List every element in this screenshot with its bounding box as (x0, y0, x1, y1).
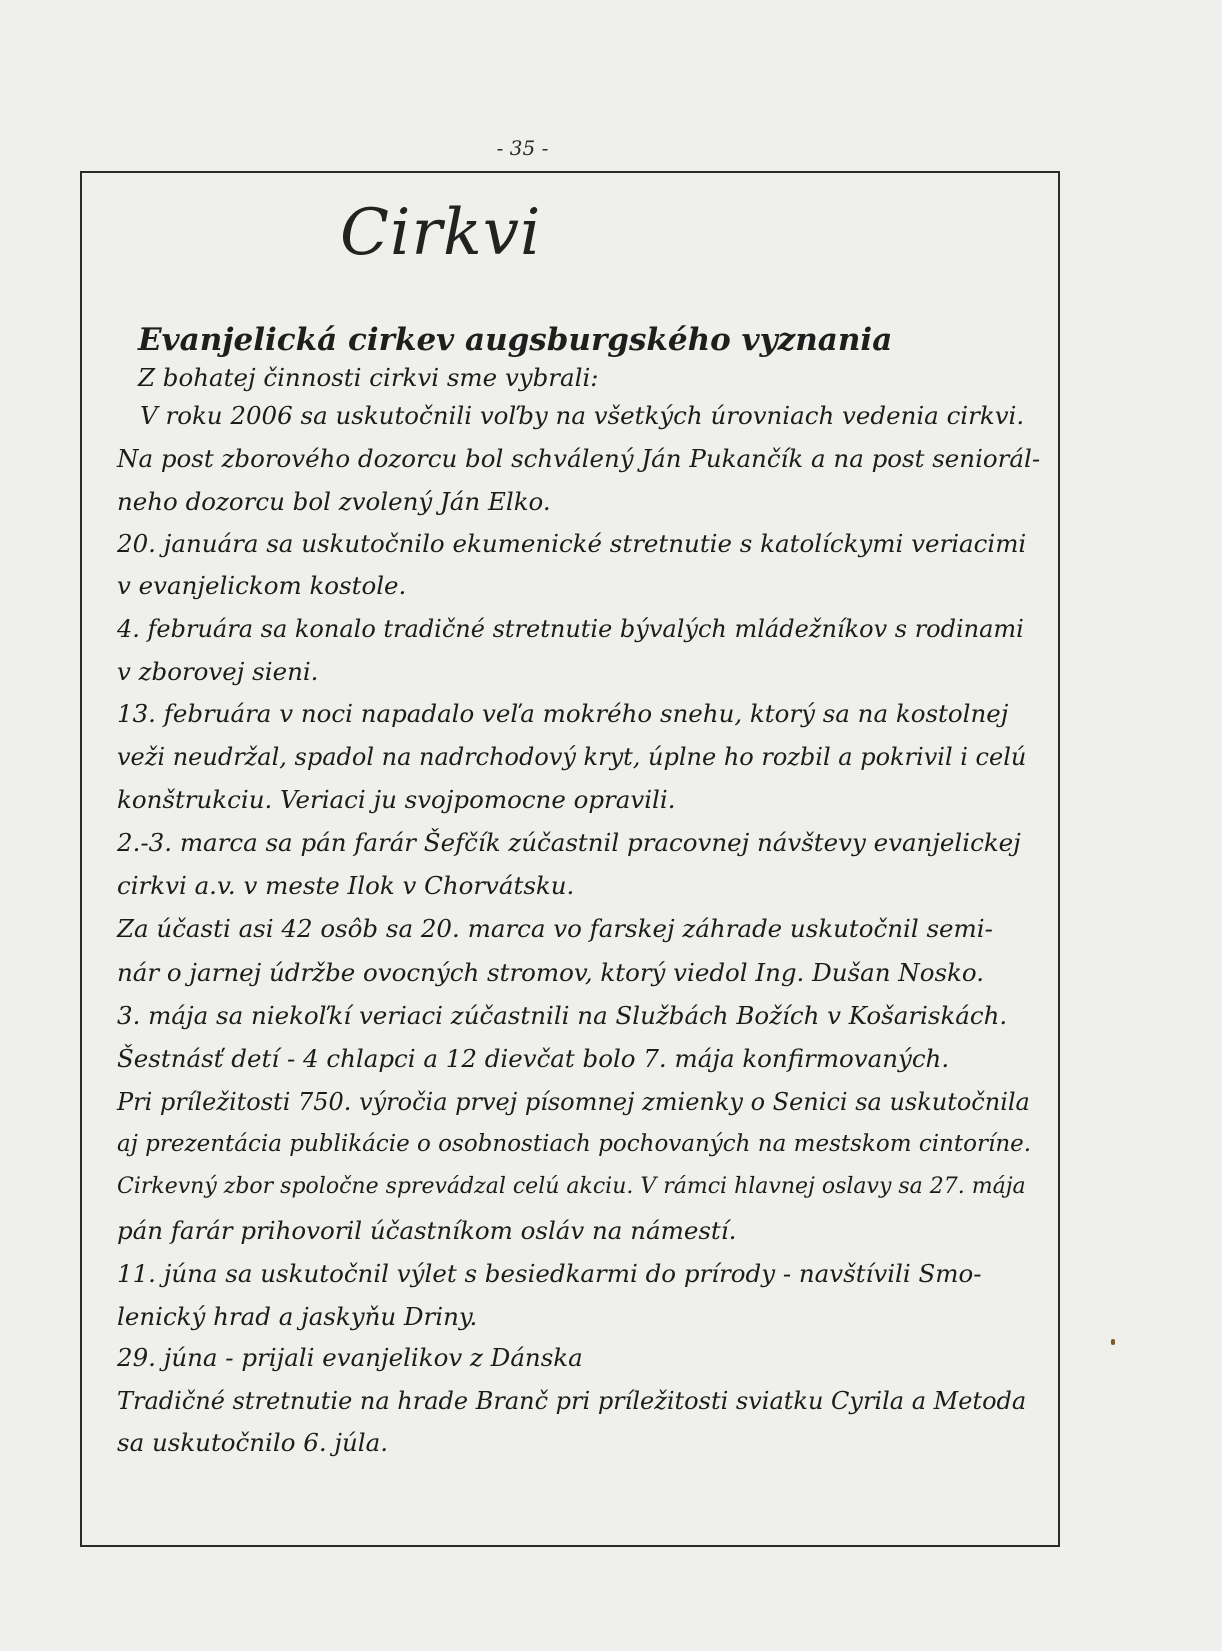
text-line: Na post zborového dozorcu bol schválený Ján Pukančík a na post seniorál- (117, 444, 1041, 473)
text-line: 11. júna sa uskutočnil výlet s besiedkarmi do prírody - navštívili Smo- (117, 1259, 982, 1288)
text-line: v zborovej sieni. (117, 657, 319, 686)
chapter-heading: Cirkvi (340, 196, 542, 270)
text-line: neho dozorcu bol zvolený Ján Elko. (117, 487, 551, 516)
text-line: Šestnásť detí - 4 chlapci a 12 dievčat bolo 7. mája konfirmovaných. (117, 1044, 950, 1073)
text-line: 29. júna - prijali evanjelikov z Dánska (117, 1343, 583, 1372)
page-number: - 35 - (496, 136, 549, 160)
text-line: Z bohatej činnosti cirkvi sme vybrali: (138, 363, 599, 392)
text-line: lenický hrad a jaskyňu Driny. (117, 1302, 478, 1331)
text-line: 3. mája sa niekoľkí veriaci zúčastnili na Službách Božích v Košariskách. (117, 1001, 1008, 1030)
text-line: 4. februára sa konalo tradičné stretnutie bývalých mládežníkov s rodinami (117, 615, 1024, 643)
text-line: Pri príležitosti 750. výročia prvej písomnej zmienky o Senici sa uskutočnila (117, 1088, 1030, 1116)
text-line: pán farár prihovoril účastníkom osláv na námestí. (117, 1216, 737, 1245)
text-line: 20. januára sa uskutočnilo ekumenické stretnutie s katolíckymi veriacimi (117, 529, 1027, 558)
text-line: Cirkevný zbor spoločne sprevádzal celú akciu. V rámci hlavnej oslavy sa 27. mája (117, 1174, 1026, 1199)
text-line: 13. februára v noci napadalo veľa mokrého snehu, ktorý sa na kostolnej (117, 699, 1009, 728)
text-line: 2.-3. marca sa pán farár Šefčík zúčastnil pracovnej návštevy evanjelickej (117, 828, 1021, 857)
text-line: sa uskutočnilo 6. júla. (117, 1428, 389, 1457)
text-line: V roku 2006 sa uskutočnili voľby na všetkých úrovniach vedenia cirkvi. (140, 401, 1025, 430)
section-title: Evanjelická cirkev augsburgského vyznania (138, 322, 893, 358)
text-line: cirkvi a.v. v meste Ilok v Chorvátsku. (117, 871, 575, 900)
text-line: konštrukciu. Veriaci ju svojpomocne opravili. (117, 785, 676, 814)
text-line: Tradičné stretnutie na hrade Branč pri príležitosti sviatku Cyrila a Metoda (117, 1387, 1027, 1415)
text-line: nár o jarnej údržbe ovocných stromov, ktorý viedol Ing. Dušan Nosko. (117, 958, 985, 987)
text-line: Za účasti asi 42 osôb sa 20. marca vo farskej záhrade uskutočnil semi- (117, 914, 993, 943)
paper-speck (1111, 1339, 1115, 1345)
text-line: veži neudržal, spadol na nadrchodový kryt, úplne ho rozbil a pokrivil i celú (117, 743, 1027, 771)
text-line: aj prezentácia publikácie o osobnostiach pochovaných na mestskom cintoríne. (117, 1131, 1032, 1157)
text-line: v evanjelickom kostole. (117, 571, 407, 600)
